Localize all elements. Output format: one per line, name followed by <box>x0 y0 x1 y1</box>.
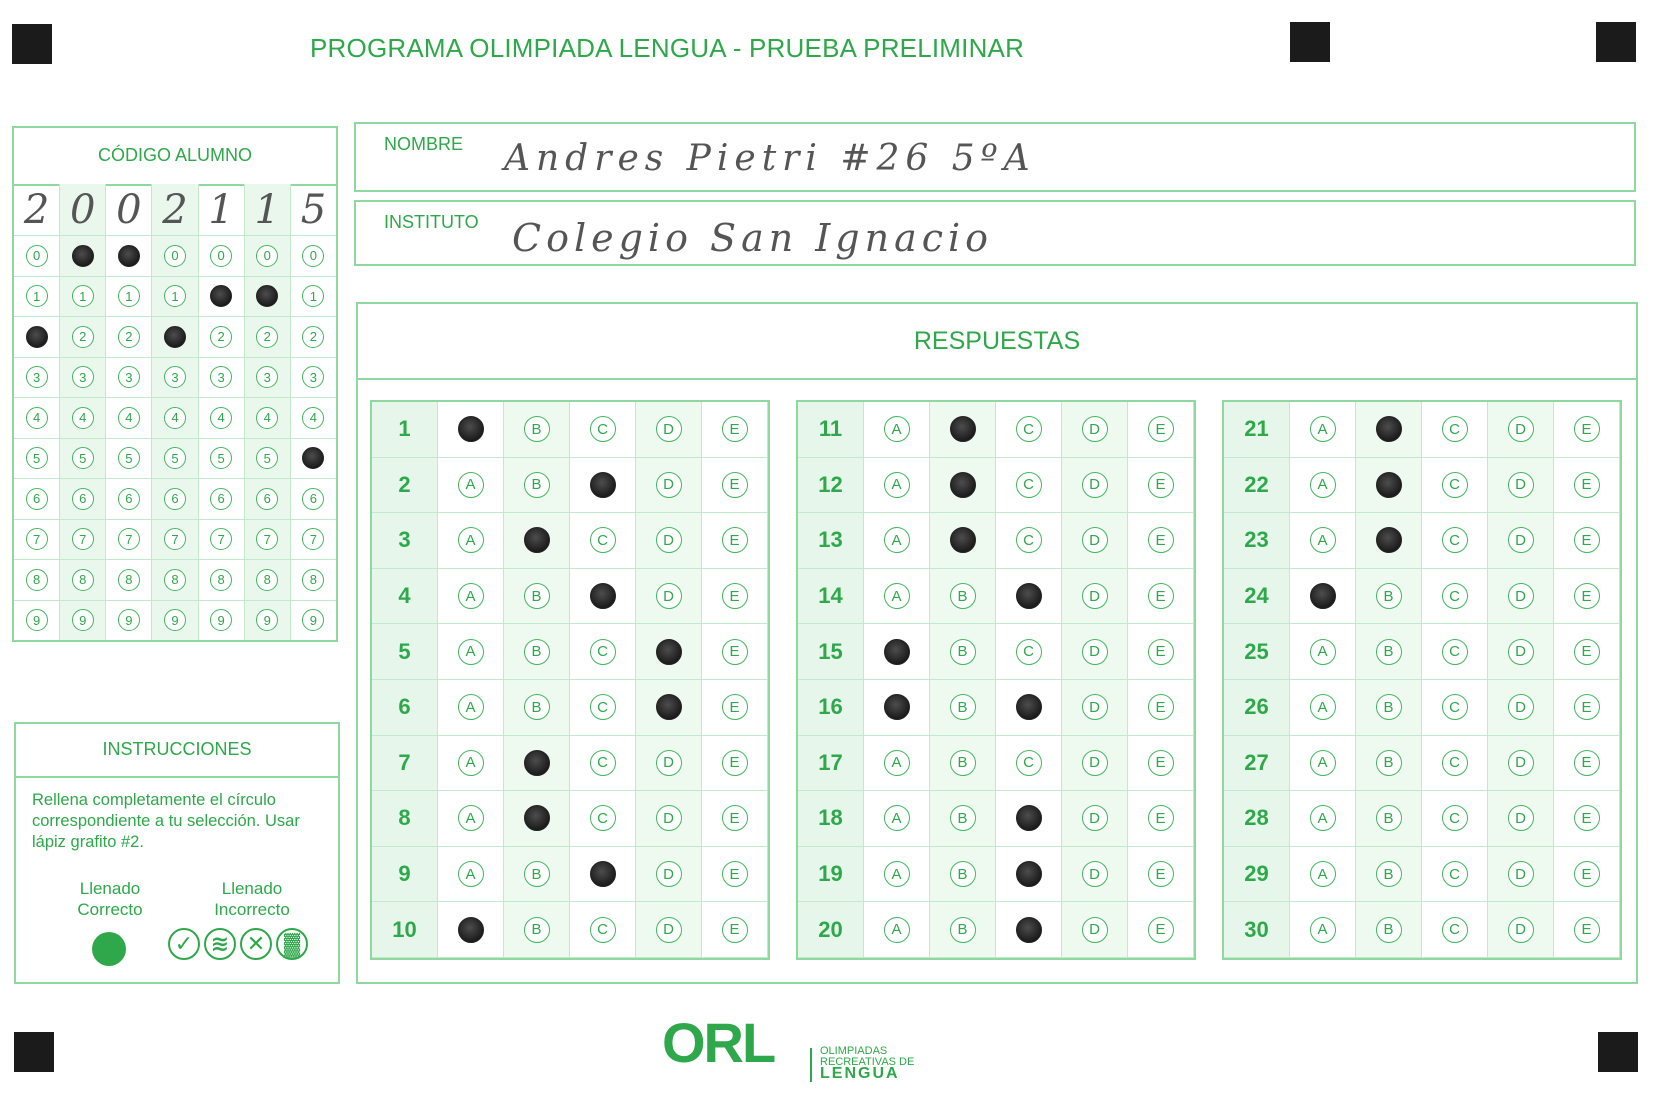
answer-bubble-c[interactable]: C <box>1442 472 1468 498</box>
answer-bubble-e[interactable]: E <box>722 527 748 553</box>
code-digit-bubble[interactable]: 3 <box>118 366 140 388</box>
question-number: 17 <box>798 736 864 792</box>
answer-bubble-b[interactable]: B <box>524 639 550 665</box>
answer-bubble-c[interactable] <box>1016 583 1042 609</box>
answer-bubble-b[interactable] <box>1376 527 1402 553</box>
answer-bubble-a[interactable]: A <box>884 527 910 553</box>
question-number: 22 <box>1224 458 1290 514</box>
answer-bubble-c[interactable]: C <box>590 917 616 943</box>
code-digit-bubble[interactable]: 7 <box>118 528 140 550</box>
incorrect-fill-label: Llenado Incorrecto <box>214 879 290 919</box>
code-handwritten-digit: 0 <box>60 184 105 236</box>
code-digit-bubble[interactable]: 0 <box>164 245 186 267</box>
code-digit-bubble[interactable]: 1 <box>26 285 48 307</box>
code-digit-bubble[interactable]: 6 <box>26 488 48 510</box>
code-digit-bubble[interactable]: 1 <box>164 285 186 307</box>
answer-bubble-e[interactable]: E <box>722 639 748 665</box>
institute-handwritten-value: Colegio San Ignacio <box>512 216 994 260</box>
code-digit-bubble[interactable]: 0 <box>210 245 232 267</box>
code-digit-bubble[interactable]: 8 <box>72 569 94 591</box>
code-digit-bubble[interactable] <box>256 285 278 307</box>
code-digit-bubble[interactable]: 1 <box>118 285 140 307</box>
answer-bubble-d[interactable]: D <box>1082 472 1108 498</box>
answer-bubble-c[interactable]: C <box>1016 639 1042 665</box>
answer-bubble-a[interactable] <box>884 694 910 720</box>
answer-bubble-a[interactable]: A <box>1310 639 1336 665</box>
code-digit-bubble[interactable]: 1 <box>72 285 94 307</box>
code-digit-bubble[interactable]: 3 <box>164 366 186 388</box>
code-digit-bubble[interactable]: 9 <box>72 609 94 631</box>
answer-bubble-e[interactable]: E <box>1574 639 1600 665</box>
code-digit-bubble[interactable]: 8 <box>118 569 140 591</box>
answer-bubble-b[interactable]: B <box>524 861 550 887</box>
answer-bubble-d[interactable]: D <box>1082 639 1108 665</box>
code-digit-bubble[interactable]: 2 <box>210 326 232 348</box>
institute-label: INSTITUTO <box>384 212 479 232</box>
answer-bubble-d[interactable]: D <box>1508 861 1534 887</box>
logo-mark: ORL <box>662 1011 775 1074</box>
question-number: 25 <box>1224 624 1290 680</box>
question-number: 2 <box>372 458 438 514</box>
answer-bubble-c[interactable] <box>1016 694 1042 720</box>
answer-bubble-c[interactable]: C <box>1016 472 1042 498</box>
answer-bubble-a[interactable]: A <box>1310 472 1336 498</box>
question-number: 11 <box>798 402 864 458</box>
code-digit-bubble[interactable]: 4 <box>302 407 324 429</box>
answer-bubble-b[interactable]: B <box>524 472 550 498</box>
code-digit-bubble[interactable] <box>164 326 186 348</box>
question-number: 20 <box>798 902 864 958</box>
answer-bubble-d[interactable] <box>656 639 682 665</box>
cross-mark-icon: ✕ <box>240 928 272 960</box>
answer-bubble-b[interactable]: B <box>950 583 976 609</box>
partial-fill-icon: ▓ <box>276 928 308 960</box>
code-digit-bubble[interactable]: 7 <box>210 528 232 550</box>
answer-bubble-d[interactable]: D <box>1082 416 1108 442</box>
answer-bubble-a[interactable]: A <box>884 750 910 776</box>
answers-box <box>356 302 1638 984</box>
registration-mark-top-right <box>1596 22 1636 62</box>
question-number: 21 <box>1224 402 1290 458</box>
answer-bubble-b[interactable]: B <box>1376 694 1402 720</box>
code-digit-bubble[interactable]: 5 <box>72 447 94 469</box>
page-title: PROGRAMA OLIMPIADA LENGUA - PRUEBA PRELIMINAR <box>310 33 1025 63</box>
answer-bubble-c[interactable] <box>1016 805 1042 831</box>
answer-bubble-d[interactable]: D <box>656 416 682 442</box>
code-digit-bubble[interactable]: 6 <box>256 488 278 510</box>
answer-bubble-e[interactable]: E <box>1574 805 1600 831</box>
code-digit-bubble[interactable]: 6 <box>210 488 232 510</box>
registration-mark-bottom-left <box>14 1032 54 1072</box>
code-digit-bubble[interactable]: 3 <box>256 366 278 388</box>
code-column <box>60 184 106 640</box>
answer-bubble-b[interactable]: B <box>1376 639 1402 665</box>
answer-bubble-c[interactable]: C <box>590 639 616 665</box>
answer-bubble-b[interactable]: B <box>950 639 976 665</box>
answer-bubble-e[interactable]: E <box>1148 861 1174 887</box>
answer-bubble-d[interactable]: D <box>1508 472 1534 498</box>
answer-bubble-a[interactable]: A <box>458 639 484 665</box>
answer-bubble-a[interactable]: A <box>458 527 484 553</box>
code-digit-bubble[interactable]: 0 <box>256 245 278 267</box>
answer-bubble-d[interactable]: D <box>656 861 682 887</box>
answer-bubble-b[interactable]: B <box>524 917 550 943</box>
answer-bubble-b[interactable]: B <box>1376 583 1402 609</box>
code-digit-bubble[interactable] <box>118 245 140 267</box>
code-digit-bubble[interactable] <box>210 285 232 307</box>
answer-bubble-d[interactable]: D <box>656 917 682 943</box>
answer-bubble-d[interactable]: D <box>656 472 682 498</box>
check-mark-icon: ✓ <box>168 928 200 960</box>
institute-field <box>354 200 1636 266</box>
question-number: 27 <box>1224 736 1290 792</box>
answer-bubble-a[interactable] <box>1310 583 1336 609</box>
code-digit-bubble[interactable]: 6 <box>72 488 94 510</box>
registration-mark-top-left <box>12 24 52 64</box>
answer-bubble-b[interactable] <box>950 472 976 498</box>
answer-bubble-b[interactable]: B <box>950 694 976 720</box>
answer-bubble-c[interactable] <box>590 583 616 609</box>
answer-bubble-e[interactable]: E <box>1574 861 1600 887</box>
answer-bubble-a[interactable]: A <box>1310 416 1336 442</box>
answer-bubble-c[interactable]: C <box>1442 639 1468 665</box>
answer-bubble-d[interactable]: D <box>1508 527 1534 553</box>
answer-bubble-d[interactable]: D <box>1508 805 1534 831</box>
answer-bubble-e[interactable]: E <box>1574 583 1600 609</box>
code-digit-bubble[interactable]: 9 <box>302 609 324 631</box>
answer-bubble-b[interactable]: B <box>950 805 976 831</box>
question-number: 4 <box>372 569 438 625</box>
question-number: 19 <box>798 847 864 903</box>
answer-bubble-a[interactable]: A <box>884 861 910 887</box>
answer-bubble-a[interactable] <box>884 639 910 665</box>
answer-bubble-c[interactable] <box>1016 917 1042 943</box>
code-digit-bubble[interactable]: 6 <box>302 488 324 510</box>
code-digit-bubble[interactable]: 0 <box>302 245 324 267</box>
code-digit-bubble[interactable]: 2 <box>118 326 140 348</box>
answer-bubble-c[interactable] <box>590 861 616 887</box>
answer-bubble-d[interactable]: D <box>656 527 682 553</box>
code-digit-bubble[interactable]: 9 <box>210 609 232 631</box>
code-digit-bubble[interactable]: 8 <box>210 569 232 591</box>
answer-bubble-c[interactable]: C <box>1442 527 1468 553</box>
code-column <box>199 184 245 640</box>
registration-mark-top-middle <box>1290 22 1330 62</box>
instructions-text: Rellena completamente el círculo correspondiente a tu selección. Usar lápiz grafito #2. <box>32 791 300 851</box>
answer-bubble-a[interactable]: A <box>1310 861 1336 887</box>
answer-bubble-c[interactable]: C <box>590 694 616 720</box>
answer-bubble-d[interactable] <box>656 694 682 720</box>
code-handwritten-digit: 2 <box>14 184 59 236</box>
code-column <box>106 184 152 640</box>
code-digit-bubble[interactable]: 8 <box>256 569 278 591</box>
code-digit-bubble[interactable]: 9 <box>164 609 186 631</box>
answer-bubble-e[interactable]: E <box>1148 694 1174 720</box>
question-number: 18 <box>798 791 864 847</box>
code-column <box>245 184 291 640</box>
answer-bubble-e[interactable]: E <box>1574 472 1600 498</box>
code-digit-bubble[interactable]: 2 <box>256 326 278 348</box>
answer-bubble-b[interactable] <box>950 527 976 553</box>
answer-bubble-e[interactable]: E <box>1574 917 1600 943</box>
code-digit-bubble[interactable] <box>72 245 94 267</box>
instructions-box <box>14 722 340 984</box>
answer-bubble-e[interactable]: E <box>1574 750 1600 776</box>
registration-mark-bottom-right <box>1598 1032 1638 1072</box>
code-digit-bubble[interactable]: 5 <box>210 447 232 469</box>
code-digit-bubble[interactable]: 4 <box>210 407 232 429</box>
answer-bubble-a[interactable] <box>458 416 484 442</box>
answer-bubble-b[interactable]: B <box>950 750 976 776</box>
code-digit-bubble[interactable]: 8 <box>26 569 48 591</box>
answer-bubble-d[interactable]: D <box>1082 694 1108 720</box>
answer-bubble-b[interactable]: B <box>1376 805 1402 831</box>
code-digit-bubble[interactable] <box>26 326 48 348</box>
code-digit-bubble[interactable]: 9 <box>26 609 48 631</box>
question-number: 15 <box>798 624 864 680</box>
answer-bubble-d[interactable]: D <box>1508 583 1534 609</box>
question-number: 28 <box>1224 791 1290 847</box>
name-field <box>354 122 1636 192</box>
answers-block-1-10 <box>370 400 770 960</box>
correct-fill-label: Llenado Correcto <box>77 879 143 919</box>
code-digit-bubble[interactable]: 7 <box>302 528 324 550</box>
answer-bubble-a[interactable]: A <box>1310 750 1336 776</box>
question-number: 14 <box>798 569 864 625</box>
code-digit-bubble[interactable]: 3 <box>302 366 324 388</box>
answer-bubble-b[interactable]: B <box>1376 917 1402 943</box>
answer-bubble-a[interactable]: A <box>458 861 484 887</box>
student-code-box <box>12 126 338 642</box>
question-number: 5 <box>372 624 438 680</box>
answer-bubble-d[interactable]: D <box>1082 527 1108 553</box>
answer-bubble-b[interactable] <box>524 527 550 553</box>
code-digit-bubble[interactable]: 9 <box>118 609 140 631</box>
question-number: 6 <box>372 680 438 736</box>
answer-bubble-a[interactable]: A <box>884 805 910 831</box>
code-digit-bubble[interactable]: 1 <box>302 285 324 307</box>
answer-bubble-e[interactable]: E <box>1148 527 1174 553</box>
answers-block-21-30 <box>1222 400 1622 960</box>
code-digit-bubble[interactable]: 3 <box>26 366 48 388</box>
answer-bubble-e[interactable]: E <box>1148 639 1174 665</box>
answer-bubble-e[interactable]: E <box>722 805 748 831</box>
answer-bubble-c[interactable]: C <box>1442 416 1468 442</box>
question-number: 1 <box>372 402 438 458</box>
answer-bubble-b[interactable]: B <box>524 694 550 720</box>
answer-bubble-a[interactable]: A <box>884 917 910 943</box>
answer-bubble-a[interactable]: A <box>458 472 484 498</box>
answer-bubble-c[interactable]: C <box>1016 750 1042 776</box>
student-code-grid <box>14 184 336 640</box>
code-digit-bubble[interactable]: 2 <box>302 326 324 348</box>
answer-bubble-d[interactable]: D <box>1508 917 1534 943</box>
code-digit-bubble[interactable]: 5 <box>26 447 48 469</box>
question-number: 16 <box>798 680 864 736</box>
answer-bubble-b[interactable] <box>950 416 976 442</box>
code-digit-bubble[interactable]: 4 <box>26 407 48 429</box>
answer-bubble-d[interactable]: D <box>656 750 682 776</box>
answer-bubble-e[interactable]: E <box>1148 472 1174 498</box>
code-digit-bubble[interactable]: 7 <box>164 528 186 550</box>
answer-bubble-e[interactable]: E <box>1148 917 1174 943</box>
answer-bubble-c[interactable]: C <box>1442 694 1468 720</box>
code-handwritten-digit: 5 <box>291 184 336 236</box>
answer-bubble-e[interactable]: E <box>1574 416 1600 442</box>
answers-label: RESPUESTAS <box>358 304 1636 380</box>
answer-bubble-e[interactable]: E <box>722 861 748 887</box>
question-number: 29 <box>1224 847 1290 903</box>
answer-bubble-e[interactable]: E <box>1148 750 1174 776</box>
code-digit-bubble[interactable]: 3 <box>210 366 232 388</box>
answer-bubble-c[interactable]: C <box>1442 861 1468 887</box>
answer-bubble-e[interactable]: E <box>722 917 748 943</box>
answer-bubble-e[interactable]: E <box>722 583 748 609</box>
code-digit-bubble[interactable]: 4 <box>164 407 186 429</box>
answer-bubble-e[interactable]: E <box>1574 694 1600 720</box>
scribble-icon: ≋ <box>204 928 236 960</box>
answer-bubble-b[interactable]: B <box>524 416 550 442</box>
answer-bubble-c[interactable]: C <box>590 750 616 776</box>
answer-bubble-a[interactable]: A <box>458 694 484 720</box>
code-digit-bubble[interactable]: 5 <box>118 447 140 469</box>
code-digit-bubble[interactable]: 5 <box>164 447 186 469</box>
answer-bubble-d[interactable]: D <box>1082 750 1108 776</box>
student-code-label: CÓDIGO ALUMNO <box>14 128 336 186</box>
answer-bubble-a[interactable]: A <box>458 805 484 831</box>
orl-logo <box>662 1000 942 1090</box>
answer-bubble-a[interactable]: A <box>1310 527 1336 553</box>
name-label: NOMBRE <box>384 134 464 154</box>
answer-bubble-a[interactable]: A <box>1310 805 1336 831</box>
question-number: 3 <box>372 513 438 569</box>
answer-bubble-c[interactable] <box>590 472 616 498</box>
answer-bubble-a[interactable]: A <box>884 472 910 498</box>
answer-bubble-d[interactable]: D <box>1508 639 1534 665</box>
answer-bubble-d[interactable]: D <box>1082 583 1108 609</box>
answer-bubble-d[interactable]: D <box>1082 861 1108 887</box>
answer-bubble-c[interactable]: C <box>1442 917 1468 943</box>
answer-bubble-a[interactable]: A <box>1310 694 1336 720</box>
answer-bubble-e[interactable]: E <box>722 694 748 720</box>
code-handwritten-digit: 1 <box>199 184 244 236</box>
answer-bubble-e[interactable]: E <box>1148 805 1174 831</box>
answer-bubble-c[interactable]: C <box>1442 583 1468 609</box>
answer-bubble-c[interactable]: C <box>1442 805 1468 831</box>
answer-bubble-d[interactable]: D <box>656 583 682 609</box>
answer-bubble-a[interactable]: A <box>458 583 484 609</box>
answer-bubble-c[interactable]: C <box>590 527 616 553</box>
question-number: 30 <box>1224 902 1290 958</box>
name-handwritten-value: Andres Pietri #26 5ºA <box>504 138 1036 179</box>
answer-bubble-b[interactable]: B <box>950 917 976 943</box>
code-digit-bubble[interactable]: 0 <box>26 245 48 267</box>
answer-bubble-a[interactable]: A <box>884 416 910 442</box>
answer-bubble-c[interactable]: C <box>590 805 616 831</box>
question-number: 9 <box>372 847 438 903</box>
code-digit-bubble[interactable] <box>302 447 324 469</box>
question-number: 7 <box>372 736 438 792</box>
code-digit-bubble[interactable]: 9 <box>256 609 278 631</box>
answer-bubble-e[interactable]: E <box>1148 583 1174 609</box>
answer-bubble-d[interactable]: D <box>1508 416 1534 442</box>
code-digit-bubble[interactable]: 6 <box>118 488 140 510</box>
code-handwritten-digit: 0 <box>106 184 151 236</box>
code-digit-bubble[interactable]: 3 <box>72 366 94 388</box>
answer-bubble-a[interactable]: A <box>884 583 910 609</box>
code-digit-bubble[interactable]: 4 <box>118 407 140 429</box>
correct-fill-example <box>92 932 126 966</box>
code-column <box>291 184 336 640</box>
answer-bubble-d[interactable]: D <box>1508 694 1534 720</box>
code-digit-bubble[interactable]: 2 <box>72 326 94 348</box>
code-digit-bubble[interactable]: 7 <box>256 528 278 550</box>
answer-bubble-b[interactable] <box>524 805 550 831</box>
code-digit-bubble[interactable]: 4 <box>256 407 278 429</box>
answer-bubble-c[interactable]: C <box>1442 750 1468 776</box>
answer-bubble-c[interactable] <box>1016 861 1042 887</box>
answer-bubble-e[interactable]: E <box>1574 527 1600 553</box>
answer-bubble-b[interactable]: B <box>1376 750 1402 776</box>
code-handwritten-digit: 1 <box>245 184 290 236</box>
answer-bubble-d[interactable]: D <box>656 805 682 831</box>
incorrect-fill-examples <box>168 928 308 960</box>
question-number: 12 <box>798 458 864 514</box>
code-digit-bubble[interactable]: 4 <box>72 407 94 429</box>
answer-bubble-d[interactable]: D <box>1082 917 1108 943</box>
answer-bubble-a[interactable]: A <box>1310 917 1336 943</box>
instructions-label: INSTRUCCIONES <box>16 724 338 778</box>
answer-bubble-e[interactable]: E <box>1148 416 1174 442</box>
answer-bubble-b[interactable] <box>1376 472 1402 498</box>
question-number: 24 <box>1224 569 1290 625</box>
answer-bubble-c[interactable]: C <box>1016 527 1042 553</box>
question-number: 26 <box>1224 680 1290 736</box>
code-handwritten-digit: 2 <box>152 184 197 236</box>
code-digit-bubble[interactable]: 8 <box>164 569 186 591</box>
code-digit-bubble[interactable]: 8 <box>302 569 324 591</box>
question-number: 23 <box>1224 513 1290 569</box>
answer-bubble-a[interactable] <box>458 917 484 943</box>
answer-bubble-b[interactable]: B <box>1376 861 1402 887</box>
answer-bubble-e[interactable]: E <box>722 750 748 776</box>
code-digit-bubble[interactable]: 7 <box>26 528 48 550</box>
answer-bubble-e[interactable]: E <box>722 472 748 498</box>
answer-bubble-d[interactable]: D <box>1508 750 1534 776</box>
answer-bubble-b[interactable] <box>1376 416 1402 442</box>
code-digit-bubble[interactable]: 6 <box>164 488 186 510</box>
answer-bubble-b[interactable]: B <box>950 861 976 887</box>
question-number: 10 <box>372 902 438 958</box>
code-digit-bubble[interactable]: 7 <box>72 528 94 550</box>
answer-bubble-c[interactable]: C <box>590 416 616 442</box>
answer-bubble-e[interactable]: E <box>722 416 748 442</box>
question-number: 8 <box>372 791 438 847</box>
logo-text: OLIMPIADAS RECREATIVAS DE LENGUA <box>820 1045 915 1082</box>
code-column <box>14 184 60 640</box>
answer-bubble-c[interactable]: C <box>1016 416 1042 442</box>
code-digit-bubble[interactable]: 5 <box>256 447 278 469</box>
question-number: 13 <box>798 513 864 569</box>
code-column <box>152 184 198 640</box>
answer-bubble-a[interactable]: A <box>458 750 484 776</box>
answer-bubble-d[interactable]: D <box>1082 805 1108 831</box>
answers-block-11-20 <box>796 400 1196 960</box>
answer-bubble-b[interactable]: B <box>524 583 550 609</box>
answer-bubble-b[interactable] <box>524 750 550 776</box>
